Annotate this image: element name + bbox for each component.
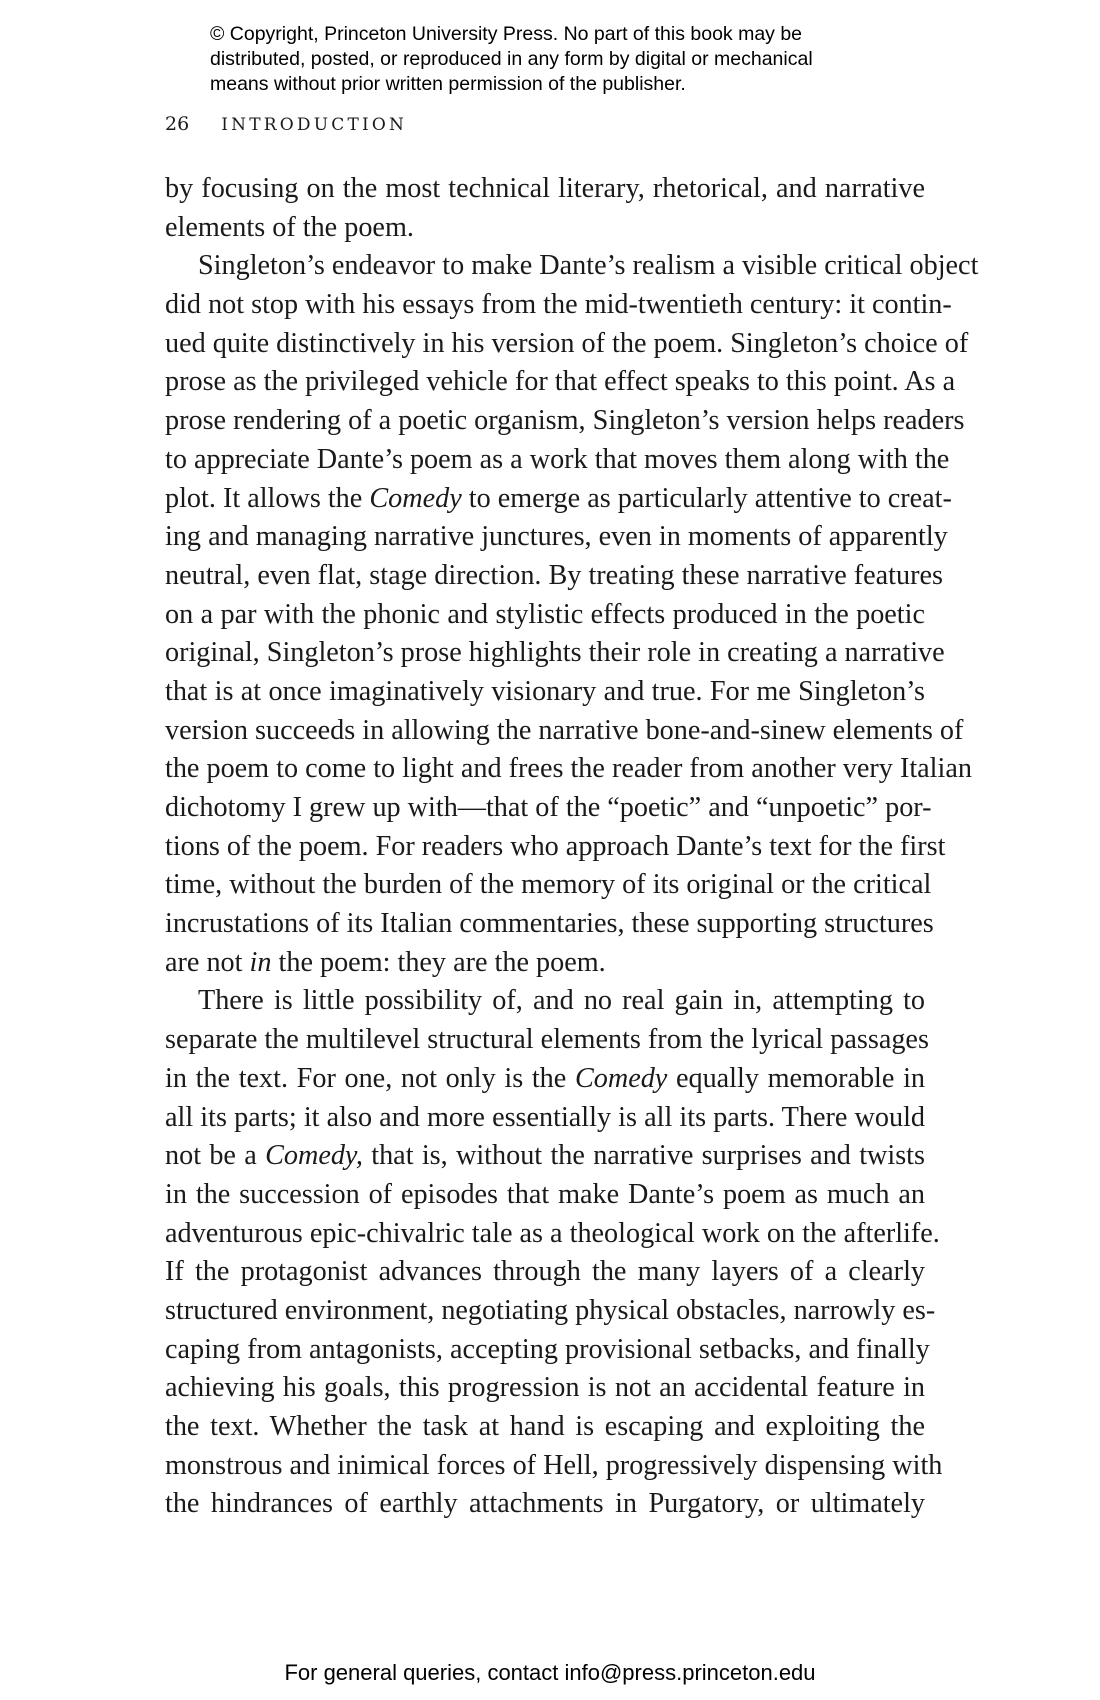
text-line: that is at once imaginatively visionary and true. For me Singleton’s — [165, 675, 925, 707]
text-line: to appreciate Dante’s poem as a work that moves them along with the — [165, 443, 950, 475]
text-line: on a par with the phonic and stylistic effects produced in the poetic — [165, 598, 925, 630]
text-line: tions of the poem. For readers who approach Dante’s text for the first — [165, 830, 946, 862]
text-line — [165, 1137, 925, 1176]
text-line — [165, 1060, 925, 1099]
text-line: in the succession of episodes that make Dante’s poem as much an — [165, 1178, 925, 1210]
page-number: 26 — [165, 113, 190, 135]
italic-word: in — [249, 946, 272, 978]
text-run: not be a — [165, 1140, 266, 1172]
text-line: the hindrances of earthly attachments in Purgatory, or ultimately — [165, 1488, 925, 1520]
text-line: prose as the privileged vehicle for that effect speaks to this point. As a — [165, 366, 956, 398]
text-line: monstrous and inimical forces of Hell, progressively dispensing with — [165, 1449, 943, 1481]
text-line: Singleton’s endeavor to make Dante’s realism a visible critical object — [198, 250, 979, 282]
copyright-line: distributed, posted, or reproduced in any form by digital or mechanical — [210, 48, 813, 70]
text-run: to emerge as particularly attentive to creat- — [461, 482, 952, 514]
text-line: separate the multilevel structural elements from the lyrical passages — [165, 1024, 929, 1056]
text-line: time, without the burden of the memory of its original or the critical — [165, 869, 932, 901]
text-line: prose rendering of a poetic organism, Singleton’s version helps readers — [165, 405, 965, 437]
text-line: caping from antagonists, accepting provisional setbacks, and finally — [165, 1333, 930, 1365]
copyright-line: © Copyright, Princeton University Press. No part of this book may be — [210, 23, 803, 45]
copyright-line: means without prior written permission of the publisher. — [210, 73, 686, 95]
text-line: There is little possibility of, and no real gain in, attempting to — [198, 985, 925, 1017]
text-line: adventurous epic-chivalric tale as a theological work on the afterlife. — [165, 1217, 940, 1249]
text-run: in the text. For one, not only is the — [165, 1062, 575, 1094]
section-title: INTRODUCTION — [221, 115, 408, 135]
text-run: equally memorable in — [667, 1062, 925, 1094]
italic-title: Comedy — [369, 482, 462, 514]
italic-title: Comedy — [574, 1062, 668, 1094]
text-line: elements of the poem. — [165, 211, 414, 243]
text-run: are not — [165, 946, 250, 978]
text-line: did not stop with his essays from the mid-twentieth century: it contin- — [165, 289, 952, 321]
text-line: incrustations of its Italian commentaries, these supporting structures — [165, 908, 934, 940]
running-head — [165, 113, 407, 135]
text-run: the poem: they are the poem. — [271, 946, 606, 978]
text-run: plot. It allows the — [165, 482, 370, 514]
copyright-notice — [210, 22, 990, 97]
text-line: version succeeds in allowing the narrative bone-and-sinew elements of — [165, 714, 964, 746]
text-line: dichotomy I grew up with—that of the “poetic” and “unpoetic” por- — [165, 792, 932, 823]
text-line: original, Singleton’s prose highlights their role in creating a narrative — [165, 637, 945, 669]
text-line: neutral, even flat, stage direction. By treating these narrative features — [165, 559, 943, 591]
text-line: If the protagonist advances through the many layers of a clearly — [165, 1256, 925, 1288]
text-line — [165, 480, 952, 519]
text-line: by focusing on the most technical literary, rhetorical, and narrative — [165, 173, 925, 204]
text-line: all its parts; it also and more essentially is all its parts. There would — [165, 1101, 925, 1133]
text-line — [165, 944, 925, 983]
text-line: ing and managing narrative junctures, even in moments of apparently — [165, 521, 948, 553]
text-line: achieving his goals, this progression is not an accidental feature in — [165, 1372, 925, 1404]
text-line: ued quite distinctively in his version of the poem. Singleton’s choice of — [165, 327, 969, 359]
italic-title: Comedy, — [265, 1140, 363, 1172]
text-line: the poem to come to light and frees the reader from another very Italian — [165, 753, 972, 785]
text-run: that is, without the narrative surprises and twists — [362, 1140, 925, 1172]
text-line: structured environment, negotiating physical obstacles, narrowly es- — [165, 1294, 936, 1326]
footer-contact: For general queries, contact info@press.princeton.edu — [284, 1660, 816, 1685]
text-line: the text. Whether the task at hand is escaping and exploiting the — [165, 1411, 925, 1442]
body-text — [165, 170, 979, 1524]
